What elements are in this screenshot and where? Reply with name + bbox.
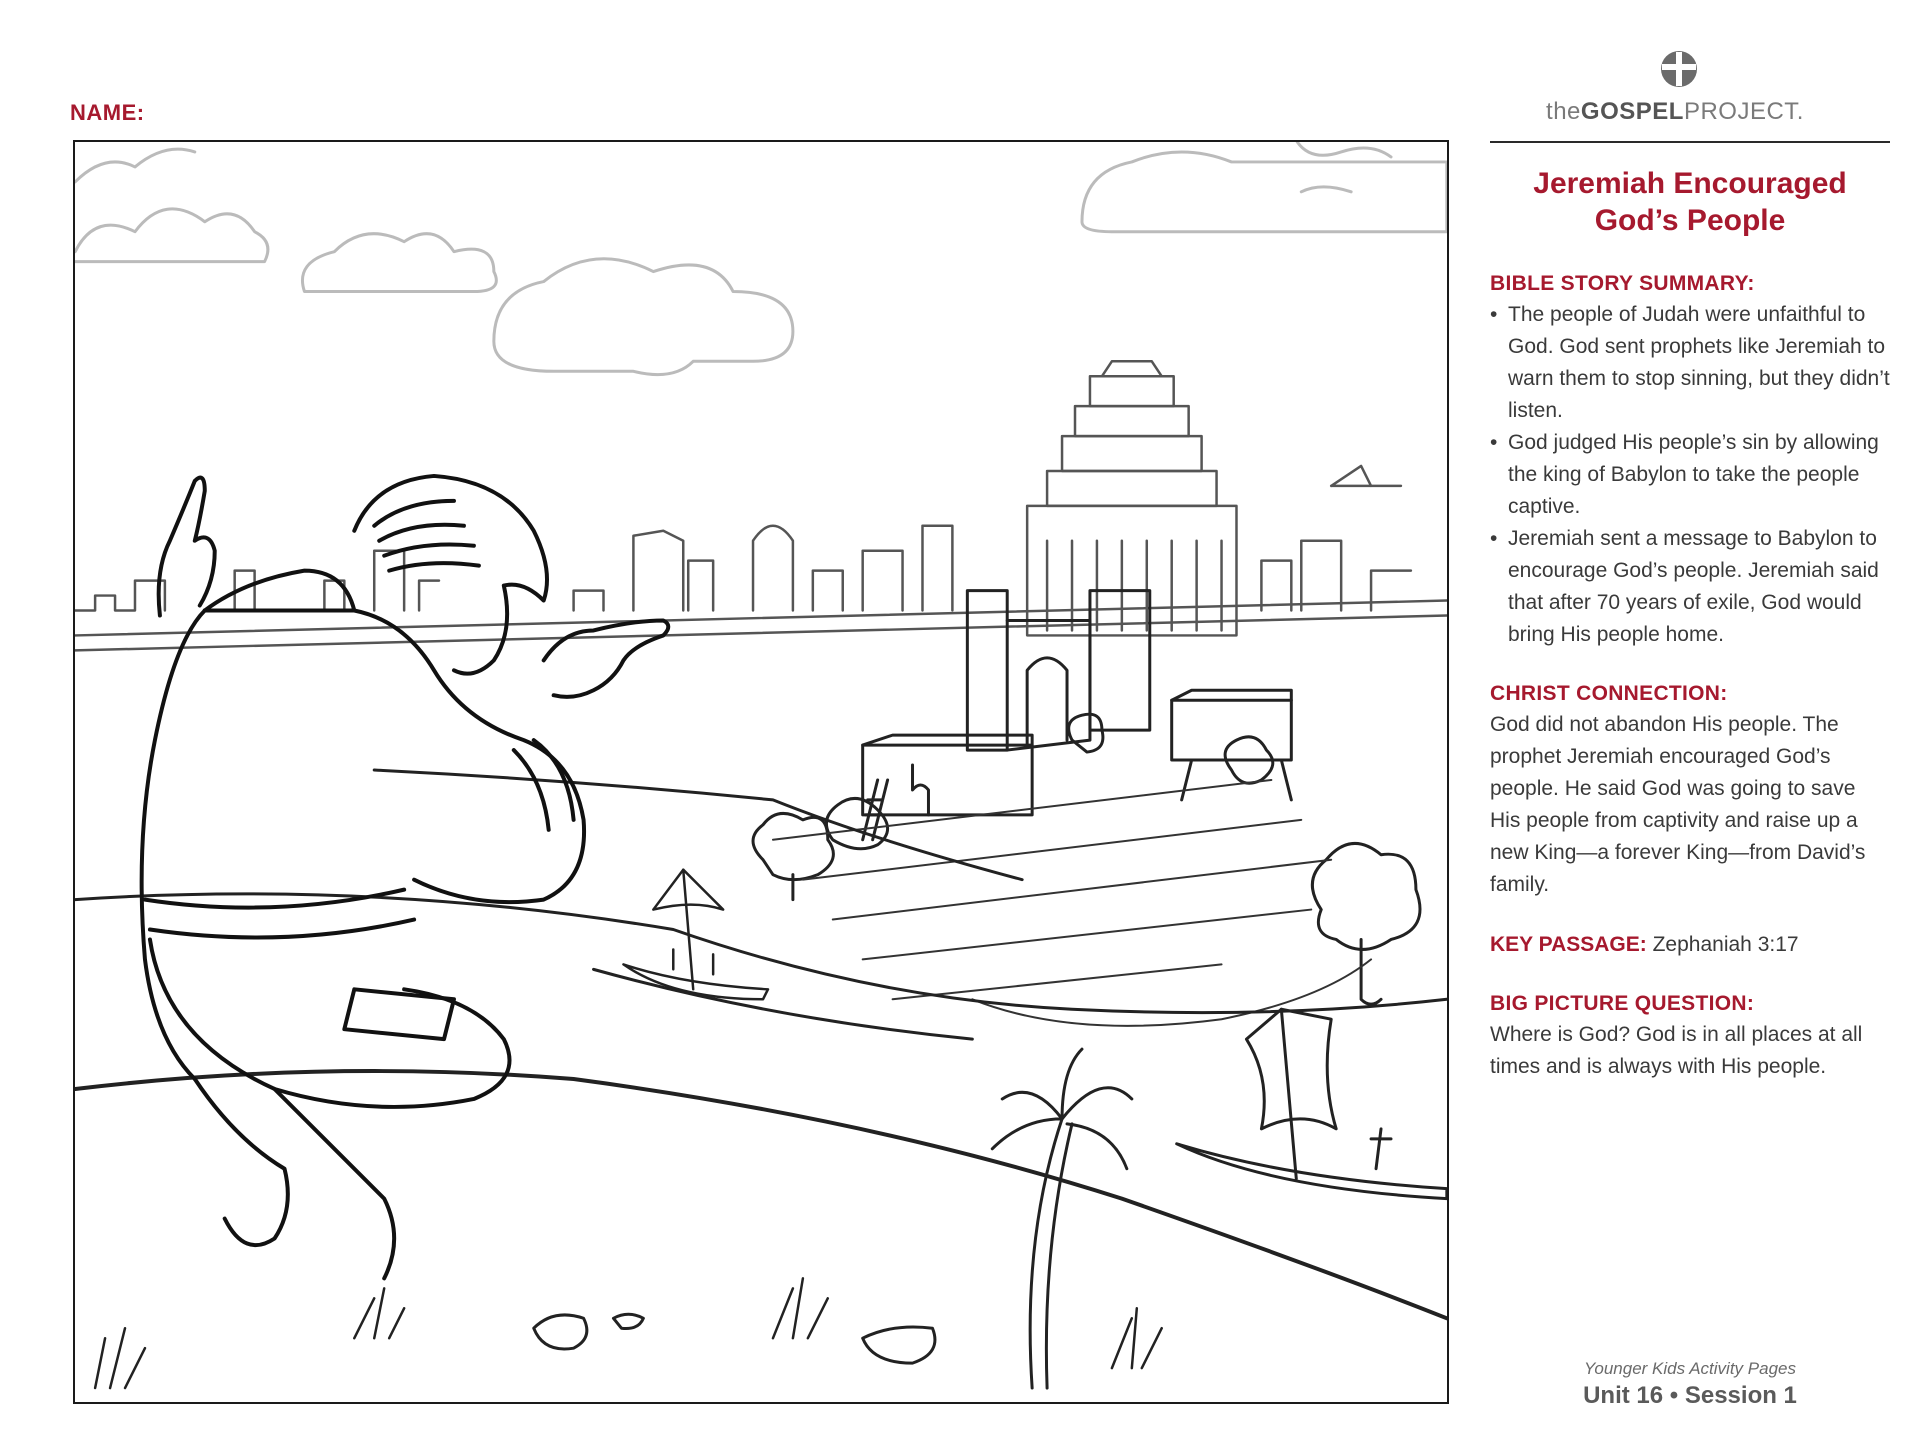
logo-wordmark [1545,98,1805,126]
key-passage-heading: KEY PASSAGE: [1490,933,1647,956]
palm-tree [992,1049,1132,1388]
summary-bullet: • The people of Judah were unfaithful to God. God sent prophets like Jeremiah to warn them to stop sinning, but they didn’t listen. [1490,299,1890,427]
summary-bullets [1490,299,1890,651]
page-footer [1490,1358,1890,1412]
logo-project: PROJECT. [1683,98,1804,125]
foreground-hill [75,1071,1447,1318]
clouds [75,142,1447,375]
coloring-illustration [73,140,1449,1404]
header-divider [1490,141,1890,143]
large-boat [1177,1009,1447,1198]
footer-separator: • [1669,1382,1679,1409]
city-skyline [75,526,1447,651]
name-label: NAME: [70,100,145,125]
footer-unit-session [1490,1380,1890,1412]
logo-gospel: GOSPEL [1580,98,1684,125]
grass-tufts [95,1278,1162,1388]
rocks [534,1314,935,1363]
summary-bullet: • God judged His people’s sin by allowing the king of Babylon to take the people captive. [1490,427,1890,523]
trees [753,714,1420,1004]
gospel-project-logo [1545,50,1805,130]
footer-unit: Unit 16 [1583,1382,1664,1409]
big-picture-text: Where is God? God is in all places at all times and is always with His people. [1490,1023,1863,1078]
christ-connection-heading: CHRIST CONNECTION: [1490,682,1728,705]
lesson-title [1490,165,1890,239]
big-picture-heading: BIG PICTURE QUESTION: [1490,992,1755,1015]
summary-bullet: • Jeremiah sent a message to Babylon to encourage God’s people. Jeremiah said that after 70 years of exile, God would bring His people home. [1490,523,1890,651]
footer-session: Session 1 [1684,1382,1797,1409]
summary-heading: BIBLE STORY SUMMARY: [1490,272,1755,295]
crop-field [773,780,1371,1026]
bible-story-summary [1490,269,1890,651]
christ-connection [1490,679,1890,901]
footer-subtitle: Younger Kids Activity Pages [1584,1359,1796,1378]
big-picture-question [1490,989,1890,1083]
lesson-sidebar [1490,165,1890,1111]
ziggurat [1027,361,1401,635]
key-passage [1490,929,1890,961]
title-line-2: God’s People [1594,204,1786,237]
title-line-1: Jeremiah Encouraged [1533,167,1847,200]
christ-connection-text: God did not abandon His people. The prophet Jeremiah encouraged God’s people. He said God was going to save His people from captivity and raise up a new King—a forever King—from David’s family. [1490,713,1866,896]
key-passage-text: Zephaniah 3:17 [1652,933,1799,956]
cross-circle-icon [1660,50,1698,88]
logo-the: the [1546,98,1581,125]
small-boat [623,870,768,1000]
